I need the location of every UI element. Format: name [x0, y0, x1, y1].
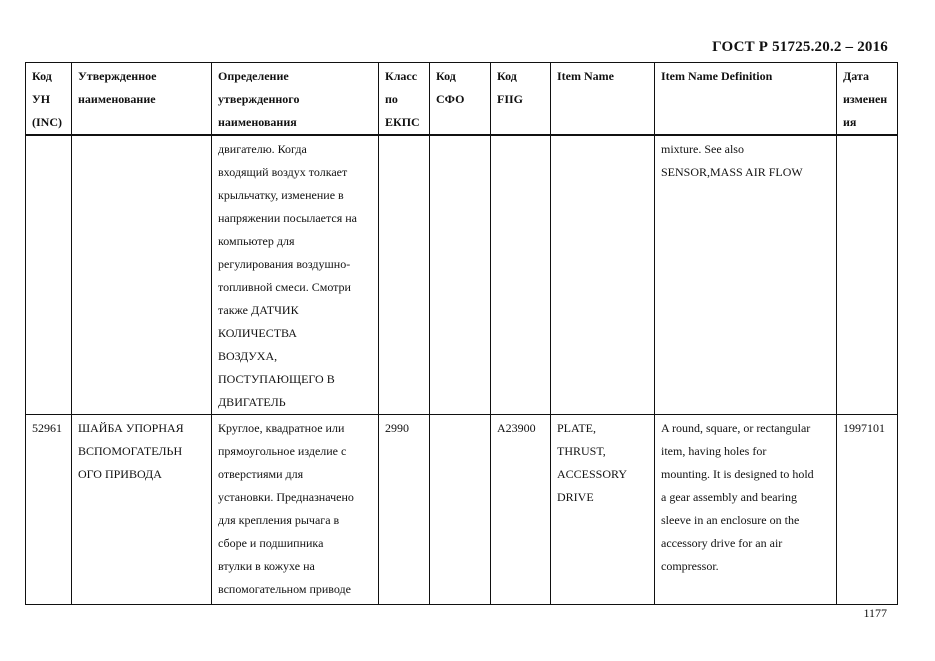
- page-number: 1177: [863, 606, 887, 620]
- cell-date: [837, 135, 898, 415]
- cell-approved-name: ШАЙБА УПОРНАЯ ВСПОМОГАТЕЛЬН ОГО ПРИВОДА: [72, 415, 212, 605]
- cell-approved-name: [72, 135, 212, 415]
- cell-class: 2990: [379, 415, 430, 605]
- document-header: ГОСТ Р 51725.20.2 – 2016: [712, 39, 888, 55]
- cell-item-name: [551, 135, 655, 415]
- col-header-sfo: Код СФО: [430, 63, 491, 136]
- cell-item-definition: mixture. See also SENSOR,MASS AIR FLOW: [655, 135, 837, 415]
- col-header-class: Класс по ЕКПС: [379, 63, 430, 136]
- cell-definition: Круглое, квадратное или прямоугольное изделие с отверстиями для установки. Предназначено для крепления рычага в сборе и подшипника втулки в кожухе на вспомогательном приводе: [212, 415, 379, 605]
- cell-item-name: PLATE, THRUST, ACCESSORY DRIVE: [551, 415, 655, 605]
- table-header-row: [26, 63, 898, 136]
- table-row: [26, 415, 898, 605]
- col-header-item-definition: Item Name Definition: [655, 63, 837, 136]
- table-row: [26, 135, 898, 415]
- cell-definition: двигателю. Когда входящий воздух толкает крыльчатку, изменение в напряжении посылается на компьютер для регулирования воздушно- топливной смеси. Смотри также ДАТЧИК КОЛИЧЕСТВА ВОЗДУХА, ПОСТУПАЮЩЕГО В ДВИГАТЕЛЬ: [212, 135, 379, 415]
- cell-sfo: [430, 135, 491, 415]
- col-header-date: Дата изменен ия: [837, 63, 898, 136]
- col-header-fiig: Код FIIG: [491, 63, 551, 136]
- cell-class: [379, 135, 430, 415]
- cell-inc: 52961: [26, 415, 72, 605]
- cell-date: 1997101: [837, 415, 898, 605]
- cell-fiig: A23900: [491, 415, 551, 605]
- col-header-approved-name: Утвержденное наименование: [72, 63, 212, 136]
- col-header-item-name: Item Name: [551, 63, 655, 136]
- cell-item-definition: A round, square, or rectangular item, having holes for mounting. It is designed to hold a gear assembly and bearing sleeve in an enclosure on the accessory drive for an air compressor.: [655, 415, 837, 605]
- cell-inc: [26, 135, 72, 415]
- col-header-definition: Определение утвержденного наименования: [212, 63, 379, 136]
- catalog-table: [25, 62, 898, 605]
- cell-fiig: [491, 135, 551, 415]
- cell-sfo: [430, 415, 491, 605]
- col-header-inc: Код УН (INC): [26, 63, 72, 136]
